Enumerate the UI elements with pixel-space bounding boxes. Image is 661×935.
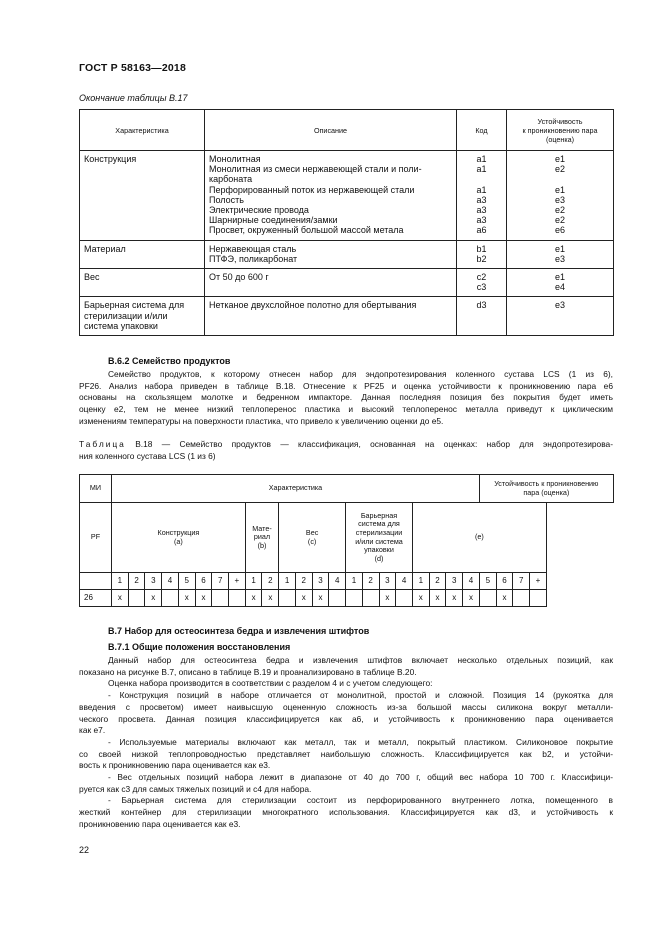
cell-line: Конструкция (84, 154, 137, 164)
number-cell: 1 (245, 573, 262, 590)
cell-code (457, 269, 507, 297)
caption-line (79, 439, 613, 451)
section-heading-b71: В.7.1 Общие положения восстановления (108, 642, 291, 652)
mark-cell (329, 590, 346, 607)
cell-line: Электрические провода (209, 205, 309, 216)
cell-line: карбоната (209, 174, 253, 185)
group-label-line: Мате- (252, 523, 272, 533)
group-label-line: Вес (305, 527, 319, 537)
table-row (80, 269, 614, 297)
table-continuation-label: Окончание таблицы В.17 (79, 93, 188, 103)
number-cell: 4 (162, 573, 179, 590)
table-b18-head-row (80, 475, 614, 503)
cell-description (205, 151, 457, 241)
cell-line: Материал (84, 243, 126, 254)
cell-line (511, 174, 609, 184)
number-cell: 1 (346, 573, 363, 590)
group-label-line: (e) (474, 532, 484, 542)
table-header-row (80, 110, 614, 151)
cell-line: Нетканое двухслойное полотно для обертывания (209, 300, 417, 311)
cell-resistance (507, 151, 614, 241)
text-line: ческого просвета. Данная позиция классифицируется как а6, и устойчивость к проникновению пара оценивается (79, 713, 613, 724)
number-cell: 4 (463, 573, 480, 590)
cell-line: От 50 до 600 г (209, 272, 269, 283)
text-line: - Конструкция позиций в наборе отличается от монолитной, простой и сложной. Позиция 14 (рукоятка для (108, 690, 613, 701)
number-cell: 3 (446, 573, 463, 590)
mark-cell: x (245, 590, 262, 607)
group-label-line: (d) (374, 553, 384, 563)
cell-line: e1 (554, 184, 565, 195)
section-heading-b62: В.6.2 Семейство продуктов (108, 356, 231, 366)
cell-line: Барьерная система для (84, 300, 185, 311)
number-cell: 1 (279, 573, 296, 590)
cell-line: а6 (476, 225, 487, 236)
cell-line: Полость (209, 194, 244, 205)
table-row (80, 151, 614, 241)
cell-characteristic (80, 240, 205, 268)
text-line: Оценка набора производится в соответствии с разделом 4 и с учетом следующего: (108, 678, 433, 689)
cell-characteristic (80, 297, 205, 336)
mark-cell: x (112, 590, 129, 607)
text-line: Данный набор для остеосинтеза бедра и извлечения штифтов включает несколько отдельных позиций, как (108, 655, 613, 665)
header-resistance-line: пара (оценка) (523, 487, 570, 497)
cell-line: Нержавеющая сталь (209, 243, 297, 254)
mark-cell (162, 590, 179, 607)
cell-resistance (507, 240, 614, 268)
table-row (80, 297, 614, 336)
number-cell: + (229, 573, 246, 590)
text-line: со своей низкой теплопроводностью представляет наибольшую сложность. Классифицируется как b2, и устойчи- (79, 748, 613, 759)
cell-code (457, 297, 507, 336)
cell-line: e3 (554, 300, 565, 311)
text-line: проникновению пара оценивается как е3. (79, 818, 241, 829)
number-cell: 1 (112, 573, 129, 590)
cell-line: а1 (476, 184, 487, 195)
group-material (245, 503, 278, 573)
header-resistance-line: к проникновению пара (522, 125, 598, 135)
mark-cell (362, 590, 379, 607)
mark-cell (396, 590, 413, 607)
cell-characteristic (80, 151, 205, 241)
header-characteristic: Характеристика (80, 110, 205, 151)
cell-line: e1 (554, 243, 565, 254)
number-cell: 5 (178, 573, 195, 590)
group-resistance (412, 503, 546, 573)
cell-line: ПТФЭ, поликарбонат (209, 253, 298, 264)
text-line: - Барьерная система для стерилизации состоит из перфорированного внутреннего лотка, помещенного в (108, 795, 613, 806)
pf-value: 26 (80, 590, 112, 607)
group-label-line: упаковки (364, 545, 394, 555)
table-b17 (79, 109, 614, 336)
table-b18-number-row (80, 573, 614, 590)
paragraph-b62 (79, 369, 613, 428)
cell-line: с2 (476, 272, 487, 283)
cell-description (205, 297, 457, 336)
header-characteristic: Характеристика (112, 475, 480, 503)
cell-line: а3 (476, 215, 487, 226)
cell-line: e2 (554, 205, 565, 216)
number-cell: + (530, 573, 547, 590)
text-line: основаны на скользящем молотке и бедренном импакторе. Данная последняя позиция без покрытия будет иметь (79, 392, 613, 403)
number-cell: 2 (262, 573, 279, 590)
cell-line: e2 (554, 164, 565, 175)
mark-cell: x (262, 590, 279, 607)
cell-line: b2 (476, 253, 487, 264)
cell-line: а3 (476, 194, 487, 205)
mark-cell: x (412, 590, 429, 607)
number-cell: 3 (145, 573, 162, 590)
number-cell: 2 (128, 573, 145, 590)
cell-description (205, 269, 457, 297)
text-line: оценку е2, тем не менее низкий теплоперенос пластика и высокий теплоперенос металла приведут к циклическим (79, 404, 613, 415)
cell-line: Монолитная (209, 154, 261, 164)
text-line: руется как с3 для самых тяжелых позиций и с4 для набора. (79, 783, 312, 794)
cell-line: Перфорированный поток из нержавеющей стали (209, 184, 415, 195)
cell-description (205, 240, 457, 268)
cell-line: b1 (476, 243, 487, 254)
table-row (80, 240, 614, 268)
cell-line: Шарнирные соединения/замки (209, 215, 338, 226)
number-cell: 6 (496, 573, 513, 590)
mark-cell (346, 590, 363, 607)
text-line: - Вес отдельных позиций набора лежит в диапазоне от 40 до 700 г, общий вес набора 10 700 г. Классифици- (108, 772, 613, 783)
cell-code (457, 151, 507, 241)
group-construction (112, 503, 246, 573)
number-cell: 2 (362, 573, 379, 590)
mark-cell: x (379, 590, 396, 607)
number-cell: 7 (513, 573, 530, 590)
text-line: жесткий контейнер для стерилизации многократного использования. Классифицируется как d3, и устойчивость к (79, 807, 613, 818)
cell-characteristic (80, 269, 205, 297)
number-cell: 3 (379, 573, 396, 590)
cell-line: e4 (554, 282, 565, 293)
group-label-line: (c) (307, 536, 317, 546)
caption-text: В.18 — Семейство продуктов — классификация, основанная на оценках: набор для эндопротезирова- (135, 439, 613, 449)
empty-cell (80, 573, 112, 590)
text-line: Семейство продуктов, к которому отнесен набор для эндопротезирования коленного сустава LCS (1 из 6), (108, 369, 613, 379)
page-number: 22 (79, 845, 90, 855)
mark-cell (530, 590, 547, 607)
group-label-line: Барьерная (360, 510, 398, 520)
table-b18-data-row (80, 590, 614, 607)
group-label-line: (a) (173, 536, 183, 546)
header-pf: PF (80, 503, 112, 573)
cell-line: e1 (554, 154, 565, 164)
mark-cell: x (429, 590, 446, 607)
cell-line: а1 (476, 154, 487, 164)
number-cell: 5 (479, 573, 496, 590)
group-label-line: стерилизации (355, 527, 403, 537)
mark-cell: x (496, 590, 513, 607)
number-cell: 4 (396, 573, 413, 590)
group-label-line: Конструкция (157, 527, 200, 537)
document-header: ГОСТ Р 58163—2018 (79, 62, 187, 74)
text-line: показано на рисунке В.7, описано в таблице В.19 и проанализировано в таблице В.20. (79, 666, 417, 677)
header-description: Описание (205, 110, 457, 151)
caption-line: ния коленного сустава LCS (1 из 6) (79, 450, 216, 461)
cell-line: e2 (554, 215, 565, 226)
table-b18-group-row (80, 503, 614, 573)
table-b18-caption (79, 439, 613, 462)
number-cell: 3 (312, 573, 329, 590)
number-cell: 2 (295, 573, 312, 590)
group-weight (279, 503, 346, 573)
cell-line: с3 (476, 282, 487, 293)
cell-line: стерилизации и/или (84, 310, 168, 321)
mark-cell (128, 590, 145, 607)
number-cell: 2 (429, 573, 446, 590)
cell-line: e3 (554, 253, 565, 264)
number-cell: 1 (412, 573, 429, 590)
header-resistance-line: (оценка) (545, 134, 575, 144)
mark-cell: x (312, 590, 329, 607)
cell-resistance (507, 297, 614, 336)
mark-cell: x (446, 590, 463, 607)
caption-label: Таблица (79, 439, 126, 449)
header-resistance-line: Устойчивость к проникновению (494, 478, 599, 488)
header-resistance (507, 110, 614, 151)
mark-cell: x (463, 590, 480, 607)
cell-code (457, 240, 507, 268)
number-cell: 7 (212, 573, 229, 590)
table-b18 (79, 474, 614, 607)
group-barrier (346, 503, 413, 573)
header-resistance-line: Устойчивость (537, 116, 583, 126)
header-mi: МИ (80, 475, 112, 503)
mark-cell: x (295, 590, 312, 607)
mark-cell (479, 590, 496, 607)
cell-line: e3 (554, 194, 565, 205)
cell-line: e1 (554, 272, 565, 283)
cell-line: Просвет, окруженный большой массой метала (209, 225, 404, 236)
number-cell: 6 (195, 573, 212, 590)
mark-cell: x (145, 590, 162, 607)
group-label-line: (b) (257, 540, 267, 550)
group-label-line: риал (253, 532, 271, 542)
mark-cell: x (178, 590, 195, 607)
group-label-line: и/или система (355, 536, 403, 546)
cell-line: Монолитная из смеси нержавеющей стали и поли- (209, 164, 422, 175)
section-b7-body (79, 655, 613, 831)
cell-line: система упаковки (84, 320, 158, 331)
cell-resistance (507, 269, 614, 297)
text-line: введения с просветом) имеет наивысшую оцененную сложность из-за большой массы силикона вокруг металли- (79, 701, 613, 712)
header-code: Код (457, 110, 507, 151)
text-line: изменениям температуры на поверхности пластика, что привело к увеличению оценки до е5. (79, 415, 444, 426)
mark-cell (279, 590, 296, 607)
text-line: как е7. (79, 725, 106, 736)
cell-line: e6 (554, 225, 565, 236)
text-line: вость к проникновению пара оценивается как е3. (79, 760, 271, 771)
header-resistance (479, 475, 613, 503)
cell-line: Вес (84, 272, 100, 283)
cell-line: d3 (476, 300, 487, 311)
text-line: - Используемые материалы включают как металл, так и металл, покрытый пластиком. Силиконовое покрытие (108, 736, 613, 747)
mark-cell (229, 590, 246, 607)
mark-cell (513, 590, 530, 607)
cell-line: а1 (476, 164, 487, 175)
group-label-line: система для (358, 519, 400, 529)
section-heading-b7: В.7 Набор для остеосинтеза бедра и извлечения штифтов (108, 626, 370, 636)
cell-line (461, 174, 502, 184)
mark-cell: x (195, 590, 212, 607)
number-cell: 4 (329, 573, 346, 590)
text-line: PF26. Анализ набора приведен в таблице В.18. Отнесение к PF25 и оценка устойчивости к проникновению пара е6 (79, 380, 613, 391)
cell-line: а3 (476, 205, 487, 216)
mark-cell (212, 590, 229, 607)
